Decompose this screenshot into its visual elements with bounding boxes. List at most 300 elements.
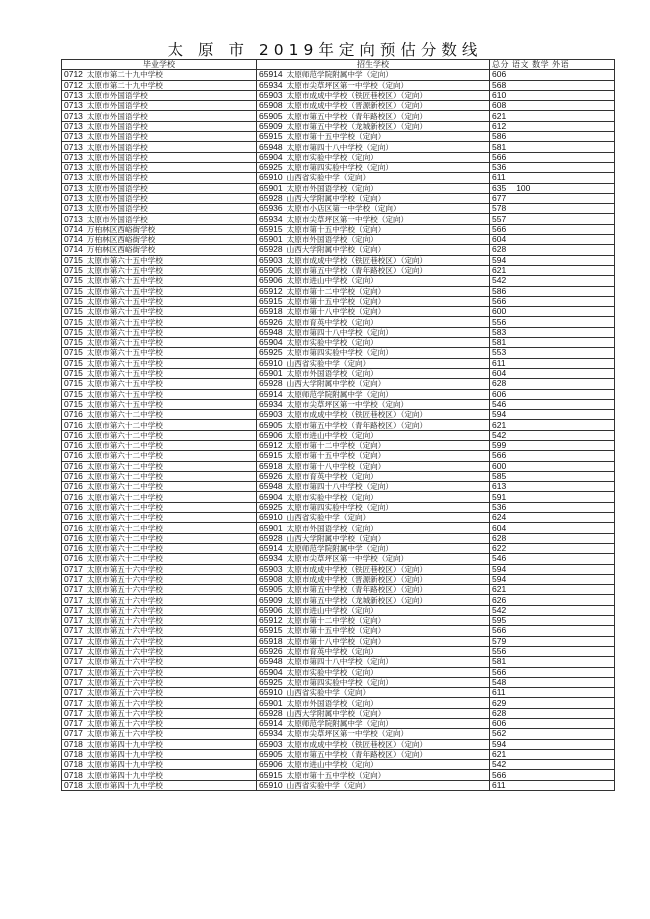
grad-school-name: 太原市第六十五中学校 [86,338,163,348]
enroll-school-name: 山西省实验中学（定向） [286,688,371,698]
grad-school-code: 0715 [64,306,83,317]
enroll-school-name: 山西大学附属中学校（定向） [286,708,386,718]
enroll-school-code: 65948 [259,481,283,492]
table-cell [257,461,490,471]
table-cell [490,121,615,131]
table-row [62,749,615,759]
total-score: 536 [492,502,507,512]
table-cell [257,616,490,626]
table-cell [257,162,490,172]
table-cell [257,482,490,492]
table-row [62,70,615,80]
grad-school-code: 0715 [64,347,83,358]
grad-school-code: 0716 [64,553,83,564]
enroll-school-code: 65948 [259,327,283,337]
enroll-school-name: 太原市尖草坪区第一中学校（定向） [286,214,409,224]
total-score: 546 [492,553,507,564]
table-cell [490,296,615,306]
enroll-school-code: 65925 [259,502,283,512]
table-cell [62,276,257,286]
grad-school-name: 太原市外国语学校 [86,163,148,173]
enroll-school-code: 65903 [259,564,283,574]
grad-school-code: 0715 [64,337,83,348]
table-cell [62,471,257,481]
table-cell [490,543,615,553]
table-cell [257,780,490,790]
table-cell [490,286,615,296]
table-cell [257,183,490,193]
enroll-school-code: 65912 [259,286,283,296]
enroll-school-name: 太原师范学院附属中学（定向） [286,70,393,80]
grad-school-code: 0713 [64,213,83,224]
total-score: 600 [492,461,507,471]
table-cell [257,760,490,770]
table-cell [257,513,490,523]
table-cell [490,389,615,399]
table-cell [62,121,257,131]
table-cell [490,595,615,605]
grad-school-name: 太原市第五十六中学校 [86,564,163,574]
total-score: 622 [492,543,507,554]
total-score: 585 [492,471,507,482]
total-score: 542 [492,605,507,615]
table-cell [490,193,615,203]
enroll-school-name: 山西大学附属中学校（定向） [286,194,386,203]
table-cell [257,379,490,389]
total-score: 628 [492,244,507,255]
table-cell [490,183,615,193]
table-row [62,616,615,626]
table-cell [490,677,615,687]
header-scores: 总分 语文 数学 外语 [490,60,615,70]
table-row [62,739,615,749]
table-cell [62,389,257,399]
enroll-school-code: 65910 [259,172,283,183]
table-cell [62,296,257,306]
table-cell [257,410,490,420]
enroll-school-code: 65926 [259,316,283,327]
table-row [62,235,615,245]
table-cell [490,646,615,656]
table-row [62,80,615,90]
table-cell [257,296,490,306]
grad-school-code: 0715 [64,389,83,399]
grad-school-name: 太原市第五十六中学校 [86,719,163,729]
grad-school-code: 0717 [64,697,83,708]
grad-school-code: 0716 [64,440,83,451]
enroll-school-code: 65914 [259,389,283,399]
table-cell [62,162,257,172]
grad-school-name: 太原市第五十六中学校 [86,677,163,687]
table-cell [257,348,490,358]
grad-school-name: 太原市第六十五中学校 [86,286,163,296]
total-score: 624 [492,512,507,523]
total-score: 599 [492,440,507,451]
grad-school-code: 0717 [64,564,83,574]
enroll-school-code: 65904 [259,667,283,677]
enroll-school-code: 65948 [259,656,283,667]
table-cell [62,80,257,90]
header-enroll-school: 招生学校 [257,60,490,70]
table-cell [490,749,615,759]
total-score: 583 [492,327,507,337]
enroll-school-name: 太原市第十八中学校（定向） [286,307,386,317]
total-score: 578 [492,203,507,214]
table-cell [257,667,490,677]
grad-school-code: 0716 [64,512,83,523]
table-cell [257,317,490,327]
grad-school-code: 0715 [64,255,83,265]
grad-school-name: 太原市第六十二中学校 [86,482,163,492]
enroll-school-name: 太原市第四十八中学校（定向） [286,482,393,492]
grad-school-code: 0718 [64,769,83,780]
table-cell [490,471,615,481]
enroll-school-name: 太原市第五中学校（青年路校区）（定向） [286,420,428,430]
total-score: 611 [492,687,506,698]
grad-school-code: 0712 [64,69,83,80]
table-cell [490,513,615,523]
table-cell [490,142,615,152]
table-cell [490,616,615,626]
total-score: 621 [492,265,507,276]
grad-school-name: 太原市第四十九中学校 [86,739,163,749]
enroll-school-name: 太原市第四十八中学校（定向） [286,142,393,152]
table-cell [62,698,257,708]
table-cell [62,152,257,162]
table-cell [62,307,257,317]
grad-school-code: 0716 [64,502,83,512]
table-cell [490,317,615,327]
table-cell [257,770,490,780]
table-cell [257,739,490,749]
table-cell [62,502,257,512]
table-cell [490,399,615,409]
table-cell [490,265,615,275]
enroll-school-code: 65910 [259,687,283,698]
table-cell [257,688,490,698]
table-cell [257,193,490,203]
table-cell [62,255,257,265]
enroll-school-name: 山西大学附属中学校（定向） [286,379,386,389]
enroll-school-code: 65906 [259,605,283,615]
grad-school-code: 0717 [64,625,83,636]
total-score: 610 [492,90,507,101]
enroll-school-name: 太原市成成中学校（晋源新校区）（定向） [286,574,428,584]
grad-school-name: 太原市第五十六中学校 [86,667,163,677]
table-cell [490,605,615,615]
table-cell [62,204,257,214]
table-cell [257,708,490,718]
table-cell [62,317,257,327]
table-cell [257,307,490,317]
enroll-school-name: 山西大学附属中学校（定向） [286,533,386,543]
table-cell [490,461,615,471]
grad-school-name: 太原市第六十五中学校 [86,327,163,337]
enroll-school-name: 太原市第四实验中学校（定向） [286,502,393,512]
table-cell [62,729,257,739]
total-score: 566 [492,152,507,162]
enroll-school-name: 太原市第四实验中学校（定向） [286,348,393,358]
grad-school-name: 万柏林区西峪街学校 [86,224,156,234]
grad-school-code: 0715 [64,275,83,286]
table-row [62,276,615,286]
enroll-school-code: 65928 [259,533,283,543]
grad-school-code: 0716 [64,450,83,461]
enroll-school-code: 65934 [259,728,283,739]
table-cell [62,533,257,543]
enroll-school-name: 太原市第十二中学校（定向） [286,616,386,626]
enroll-school-name: 太原市第十五中学校（定向） [286,626,386,636]
grad-school-code: 0717 [64,718,83,729]
grad-school-name: 太原市第六十五中学校 [86,369,163,379]
enroll-school-name: 太原市第五中学校（龙城新校区）（定向） [286,595,428,605]
table-cell [62,235,257,245]
table-cell [257,502,490,512]
table-cell [490,327,615,337]
grad-school-name: 太原市第六十五中学校 [86,348,163,358]
grad-school-code: 0717 [64,636,83,646]
table-cell [257,533,490,543]
total-score: 606 [492,718,507,729]
table-row [62,183,615,193]
grad-school-name: 太原市第六十五中学校 [86,389,163,399]
grad-school-name: 太原市第六十二中学校 [86,441,163,451]
table-cell [62,564,257,574]
total-score: 628 [492,533,507,543]
grad-school-code: 0717 [64,667,83,677]
table-cell [257,265,490,275]
grad-school-name: 太原市第五十六中学校 [86,616,163,626]
table-cell [490,420,615,430]
enroll-school-code: 65909 [259,594,283,605]
table-cell [257,440,490,450]
enroll-school-code: 65915 [259,769,283,780]
enroll-school-code: 65905 [259,584,283,595]
table-cell [62,688,257,698]
enroll-school-name: 太原市小店区第一中学校（定向） [286,204,401,214]
grad-school-name: 万柏林区西峪街学校 [86,235,156,245]
grad-school-name: 太原市第六十二中学校 [86,554,163,564]
total-score: 566 [492,450,507,461]
grad-school-name: 太原市第五十六中学校 [86,605,163,615]
grad-school-name: 太原市第六十二中学校 [86,523,163,533]
table-row [62,121,615,131]
table-cell [62,543,257,553]
grad-school-name: 太原市外国语学校 [86,214,148,224]
table-row [62,719,615,729]
grad-school-code: 0717 [64,584,83,595]
enroll-school-name: 太原市第五中学校（青年路校区）（定向） [286,750,428,760]
grad-school-code: 0715 [64,286,83,296]
table-cell [490,111,615,121]
total-score: 568 [492,80,507,90]
total-score: 608 [492,100,507,111]
table-cell [62,348,257,358]
table-cell [62,605,257,615]
enroll-school-name: 太原市第十二中学校（定向） [286,441,386,451]
grad-school-code: 0718 [64,739,83,749]
grad-school-name: 太原市第五十六中学校 [86,688,163,698]
total-score: 594 [492,409,507,420]
table-cell [257,564,490,574]
table-cell [62,70,257,80]
enroll-school-name: 太原市第十五中学校（定向） [286,224,386,234]
enroll-school-code: 65904 [259,491,283,502]
table-cell [490,162,615,172]
table-cell [490,523,615,533]
total-score: 566 [492,625,507,636]
table-cell [62,574,257,584]
table-cell [490,564,615,574]
table-cell [490,430,615,440]
table-cell [490,708,615,718]
score-table [61,59,615,791]
grad-school-code: 0712 [64,80,83,90]
table-row [62,770,615,780]
enroll-school-code: 65904 [259,337,283,348]
table-cell [62,224,257,234]
table-cell [257,276,490,286]
grad-school-name: 太原市外国语学校 [86,132,148,142]
grad-school-name: 太原市第四十九中学校 [86,760,163,770]
total-score: 611 [492,780,506,790]
table-cell [490,101,615,111]
enroll-school-code: 65905 [259,419,283,430]
table-cell [490,698,615,708]
table-cell [62,760,257,770]
table-cell [490,348,615,358]
table-cell [490,338,615,348]
table-cell [490,224,615,234]
table-row [62,173,615,183]
enroll-school-code: 65912 [259,615,283,626]
enroll-school-name: 太原市外国语学校（定向） [286,183,378,193]
table-cell [490,358,615,368]
table-cell [257,636,490,646]
total-score: 677 [492,193,507,203]
table-body [62,70,615,791]
enroll-school-name: 太原市成成中学校（铁匠巷校区）（定向） [286,410,428,420]
total-score: 621 [492,584,507,595]
grad-school-name: 太原市第五十六中学校 [86,657,163,667]
total-score: 612 [492,121,507,131]
table-cell [257,142,490,152]
table-row [62,585,615,595]
total-score: 566 [492,769,507,780]
total-score: 621 [492,110,507,121]
grad-school-code: 0717 [64,687,83,698]
enroll-school-name: 太原市第十八中学校（定向） [286,636,386,646]
enroll-school-name: 太原市尖草坪区第一中学校（定向） [286,729,409,739]
total-score: 536 [492,162,507,173]
grad-school-name: 太原市第四十九中学校 [86,780,163,790]
table-row [62,574,615,584]
enroll-school-code: 65934 [259,553,283,564]
enroll-school-code: 65901 [259,697,283,708]
page-title: 太 原 市 2019年定向预估分数线 [167,41,483,59]
table-cell [490,554,615,564]
total-score: 594 [492,739,507,749]
table-cell [62,142,257,152]
table-row [62,296,615,306]
grad-school-name: 太原市第五十六中学校 [86,708,163,718]
header-grad-school: 毕业学校 [62,60,257,70]
enroll-school-name: 太原市育英中学校（定向） [286,317,378,327]
table-row [62,667,615,677]
enroll-school-code: 65910 [259,780,283,790]
grad-school-name: 太原市外国语学校 [86,142,148,152]
enroll-school-code: 65905 [259,749,283,760]
enroll-school-name: 太原市外国语学校（定向） [286,523,378,533]
table-row [62,265,615,275]
table-cell [257,173,490,183]
grad-school-code: 0713 [64,152,83,162]
grad-school-code: 0713 [64,141,83,152]
enroll-school-name: 太原市成成中学校（铁匠巷校区）（定向） [286,739,428,749]
table-cell [490,173,615,183]
total-score: 629 [492,697,507,708]
enroll-school-name: 太原市外国语学校（定向） [286,698,378,708]
table-cell [62,193,257,203]
table-cell [62,286,257,296]
grad-school-name: 太原市外国语学校 [86,91,148,101]
table-cell [490,760,615,770]
table-row [62,193,615,203]
table-cell [490,719,615,729]
grad-school-code: 0716 [64,543,83,554]
total-score: 566 [492,296,507,306]
grad-school-code: 0714 [64,244,83,255]
enroll-school-code: 65904 [259,152,283,162]
enroll-school-code: 65903 [259,739,283,749]
grad-school-name: 太原市第六十五中学校 [86,276,163,286]
table-cell [257,132,490,142]
enroll-school-code: 65915 [259,296,283,306]
grad-school-name: 太原市外国语学校 [86,183,148,193]
total-score: 621 [492,749,507,760]
total-score: 594 [492,564,507,574]
enroll-school-code: 65905 [259,110,283,121]
table-cell [62,368,257,378]
table-cell [490,440,615,450]
enroll-school-code: 65909 [259,121,283,131]
grad-school-name: 太原市第六十二中学校 [86,492,163,502]
table-cell [62,399,257,409]
table-cell [257,698,490,708]
enroll-school-name: 太原市第五中学校（青年路校区）（定向） [286,111,428,121]
grad-school-code: 0714 [64,224,83,234]
grad-school-code: 0713 [64,162,83,173]
table-row [62,492,615,502]
table-row [62,399,615,409]
enroll-school-code: 65926 [259,471,283,482]
grad-school-name: 太原市第六十二中学校 [86,513,163,523]
table-cell [62,523,257,533]
table-row [62,142,615,152]
grad-school-code: 0716 [64,471,83,482]
grad-school-code: 0718 [64,780,83,790]
total-score: 635 [492,183,507,193]
table-cell [257,111,490,121]
table-row [62,368,615,378]
table-cell [257,368,490,378]
table-cell [257,70,490,80]
table-cell [257,224,490,234]
table-cell [490,90,615,100]
grad-school-code: 0713 [64,183,83,193]
enroll-school-name: 山西大学附属中学校（定向） [286,245,386,255]
total-score: 556 [492,316,507,327]
